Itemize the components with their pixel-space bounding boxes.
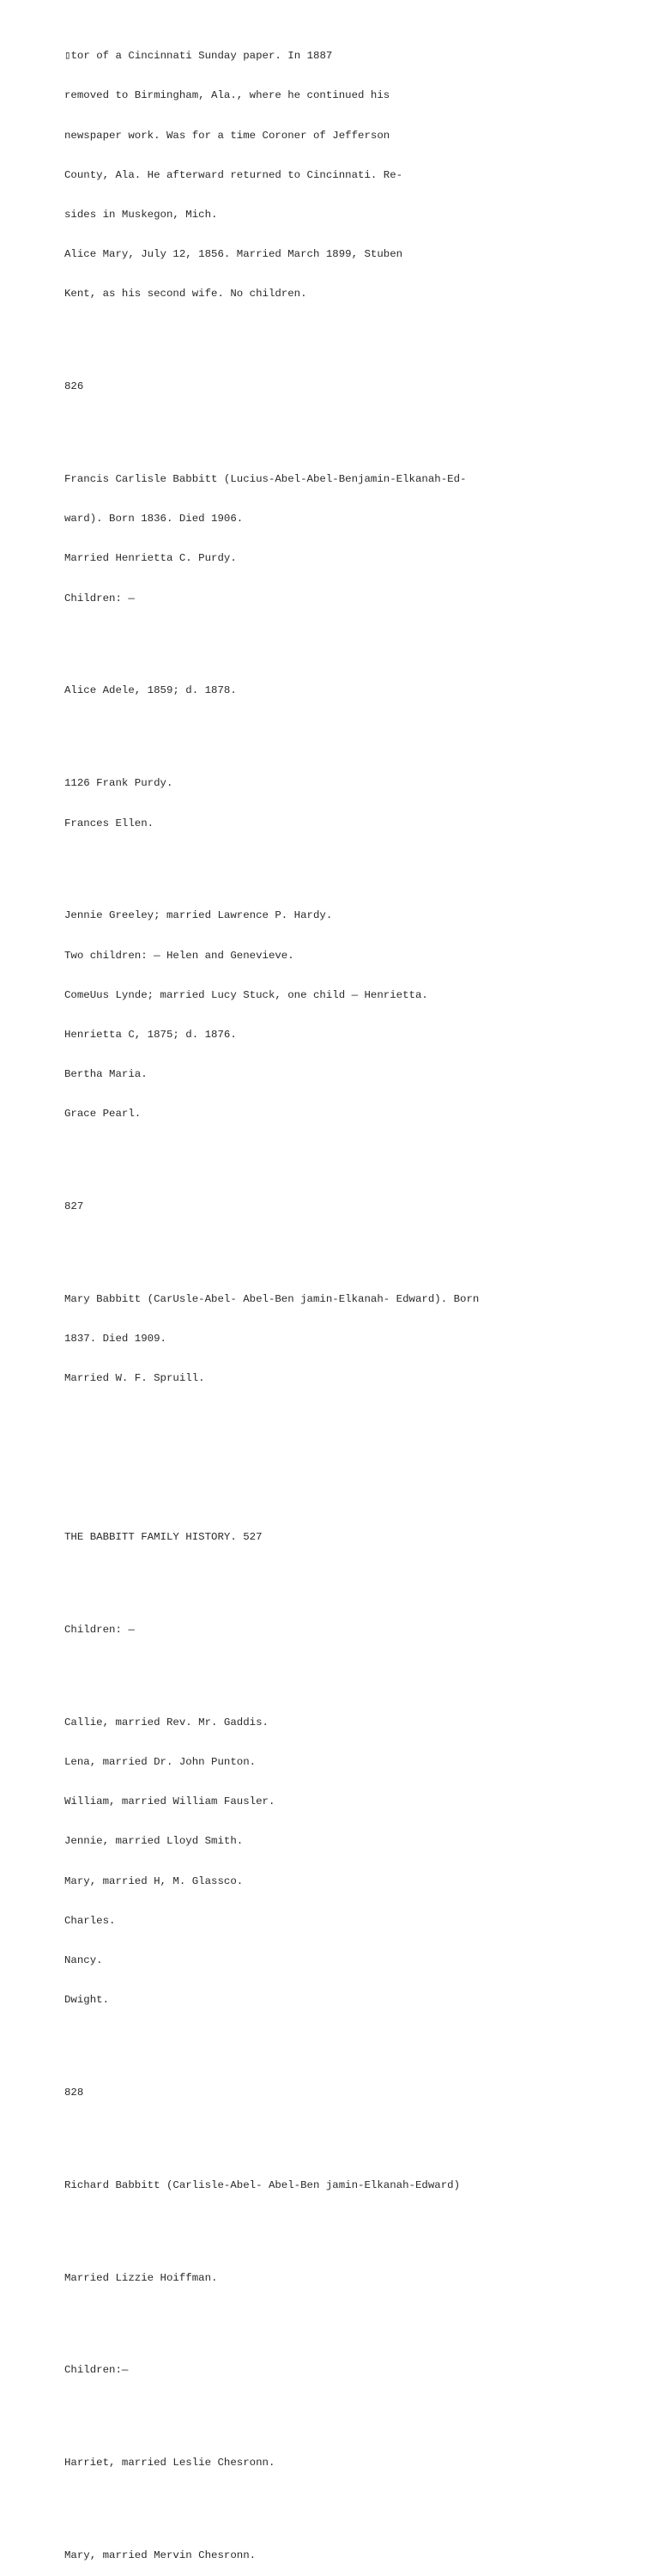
text-line: Kent, as his second wife. No children. bbox=[64, 288, 307, 301]
text-line: Two children: — Helen and Genevieve. bbox=[64, 949, 294, 962]
text-line: Grace Pearl. bbox=[64, 1108, 142, 1121]
text-line: Lena, married Dr. John Punton. bbox=[64, 1756, 257, 1768]
text-line: Francis Carlisle Babbitt (Lucius-Abel-Abel-Benjamin-Elkanah-Ed- bbox=[64, 473, 467, 486]
text-line: 1126 Frank Purdy. bbox=[64, 777, 173, 790]
text-line: Frances Ellen. bbox=[64, 817, 154, 829]
running-header: THE BABBITT FAMILY HISTORY. 527 bbox=[64, 1531, 263, 1544]
text-line: Married Henrietta C. Purdy. bbox=[64, 552, 237, 565]
entry-number: 828 bbox=[64, 2087, 84, 2099]
text-line: Mary, married H, M. Glassco. bbox=[64, 1874, 244, 1887]
entry-number: 826 bbox=[64, 380, 84, 393]
text-line: Children: — bbox=[64, 592, 135, 605]
text-line: Married Lizzie Hoiffman. bbox=[64, 2271, 218, 2284]
text-line: William, married William Fausler. bbox=[64, 1795, 275, 1808]
entry-number: 827 bbox=[64, 1200, 84, 1213]
text-line: Children: — bbox=[64, 1623, 135, 1636]
text-line: Dwight. bbox=[64, 1994, 110, 2007]
text-line: ComeUus Lynde; married Lucy Stuck, one child — Henrietta. bbox=[64, 988, 428, 1001]
text-line: Charles. bbox=[64, 1914, 116, 1927]
text-line: Callie, married Rev. Mr. Gaddis. bbox=[64, 1716, 269, 1728]
text-line: ward). Born 1836. Died 1906. bbox=[64, 513, 244, 526]
text-line: Henrietta C, 1875; d. 1876. bbox=[64, 1028, 237, 1041]
text-line: Nancy. bbox=[64, 1954, 103, 1967]
text-line: Mary Babbitt (CarUsle-Abel- Abel-Ben jamin-Elkanah- Edward). Born bbox=[64, 1292, 480, 1305]
text-line: Alice Mary, July 12, 1856. Married March 1899, Stuben bbox=[64, 248, 403, 261]
text-line: Jennie Greeley; married Lawrence P. Hardy. bbox=[64, 909, 333, 922]
text-line: Mary, married Mervin Chesronn. bbox=[64, 2549, 257, 2562]
text-line: Alice Adele, 1859; d. 1878. bbox=[64, 684, 237, 697]
document-page bbox=[64, 10, 648, 2576]
text-line: Jennie, married Lloyd Smith. bbox=[64, 1835, 244, 1848]
text-line: removed to Birmingham, Ala., where he continued his bbox=[64, 89, 390, 102]
text-line: Richard Babbitt (Carlisle-Abel- Abel-Ben jamin-Elkanah-Edward) bbox=[64, 2178, 461, 2191]
text-line: newspaper work. Was for a time Coroner of Jefferson bbox=[64, 129, 390, 142]
text-line: Married W. F. Spruill. bbox=[64, 1372, 205, 1385]
text-line: 1837. Died 1909. bbox=[64, 1333, 166, 1346]
text-line: Children:— bbox=[64, 2364, 129, 2377]
text-line: sides in Muskegon, Mich. bbox=[64, 209, 218, 222]
text-line: Bertha Maria. bbox=[64, 1068, 148, 1081]
text-line: ▯tor of a Cincinnati Sunday paper. In 1887 bbox=[64, 50, 333, 63]
text-line: County, Ala. He afterward returned to Cincinnati. Re- bbox=[64, 168, 403, 181]
text-line: Harriet, married Leslie Chesronn. bbox=[64, 2457, 275, 2470]
